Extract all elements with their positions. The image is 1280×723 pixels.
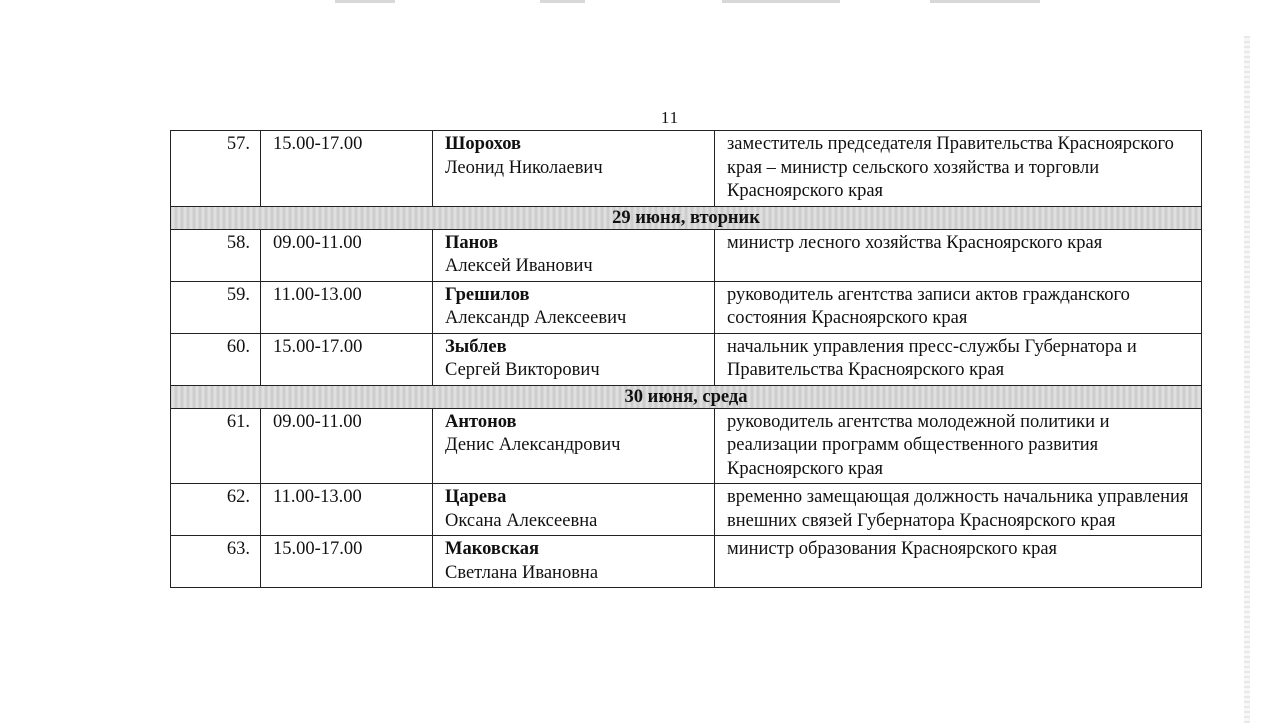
row-number: 63. <box>171 536 261 588</box>
row-number: 58. <box>171 229 261 281</box>
row-number: 60. <box>171 333 261 385</box>
table-row <box>171 281 1202 333</box>
surname: Грешилов <box>445 284 530 305</box>
table-row <box>171 408 1202 484</box>
table-row <box>171 536 1202 588</box>
page-edge-shadow <box>1244 36 1250 723</box>
position-title: министр образования Красноярского края <box>715 536 1202 588</box>
person-cell <box>433 484 715 536</box>
position-title: руководитель агентства записи актов гражданского состояния Красноярского края <box>715 281 1202 333</box>
surname: Зыблев <box>445 336 507 357</box>
position-title: руководитель агентства молодежной политики и реализации программ общественного развития Красноярского края <box>715 408 1202 484</box>
table-row <box>171 484 1202 536</box>
given-name: Сергей Викторович <box>445 360 600 380</box>
time-slot: 15.00-17.00 <box>261 536 433 588</box>
position-title: министр лесного хозяйства Красноярского края <box>715 229 1202 281</box>
position-title: временно замещающая должность начальника управления внешних связей Губернатора Красноярского края <box>715 484 1202 536</box>
given-name: Леонид Николаевич <box>445 157 603 178</box>
surname: Панов <box>445 232 499 253</box>
table-row <box>171 333 1202 385</box>
person-cell <box>433 281 715 333</box>
surname: Царева <box>445 487 507 507</box>
given-name: Александр Алексеевич <box>445 308 627 328</box>
row-number: 62. <box>171 484 261 536</box>
row-number: 59. <box>171 281 261 333</box>
given-name: Алексей Иванович <box>445 256 593 276</box>
position-title: начальник управления пресс-службы Губернатора и Правительства Красноярского края <box>715 333 1202 385</box>
scan-artifact <box>335 0 395 3</box>
given-name: Оксана Алексеевна <box>445 510 598 531</box>
time-slot: 15.00-17.00 <box>261 131 433 207</box>
row-number: 57. <box>171 131 261 207</box>
date-header: 30 июня, среда <box>171 385 1202 408</box>
person-cell <box>433 229 715 281</box>
person-cell <box>433 408 715 484</box>
date-header-row <box>171 206 1202 229</box>
scan-artifact <box>722 0 840 3</box>
surname: Маковская <box>445 539 539 559</box>
time-slot: 11.00-13.00 <box>261 281 433 333</box>
scan-artifact <box>930 0 1040 3</box>
time-slot: 11.00-13.00 <box>261 484 433 536</box>
surname: Шорохов <box>445 134 521 154</box>
row-number: 61. <box>171 408 261 484</box>
position-title: заместитель председателя Правительства Красноярского края – министр сельского хозяйства и торговли Красноярского края <box>715 131 1202 207</box>
date-header-row <box>171 385 1202 408</box>
page-number: 11 <box>660 108 680 127</box>
time-slot: 15.00-17.00 <box>261 333 433 385</box>
surname: Антонов <box>445 411 517 432</box>
time-slot: 09.00-11.00 <box>261 408 433 484</box>
person-cell <box>433 131 715 207</box>
person-cell <box>433 333 715 385</box>
date-header: 29 июня, вторник <box>171 206 1202 229</box>
given-name: Денис Александрович <box>445 435 621 455</box>
schedule-table <box>170 130 1202 588</box>
given-name: Светлана Ивановна <box>445 562 599 583</box>
time-slot: 09.00-11.00 <box>261 229 433 281</box>
schedule-body <box>171 131 1202 588</box>
table-row <box>171 131 1202 207</box>
person-cell <box>433 536 715 588</box>
scan-artifact <box>540 0 585 3</box>
table-row <box>171 229 1202 281</box>
